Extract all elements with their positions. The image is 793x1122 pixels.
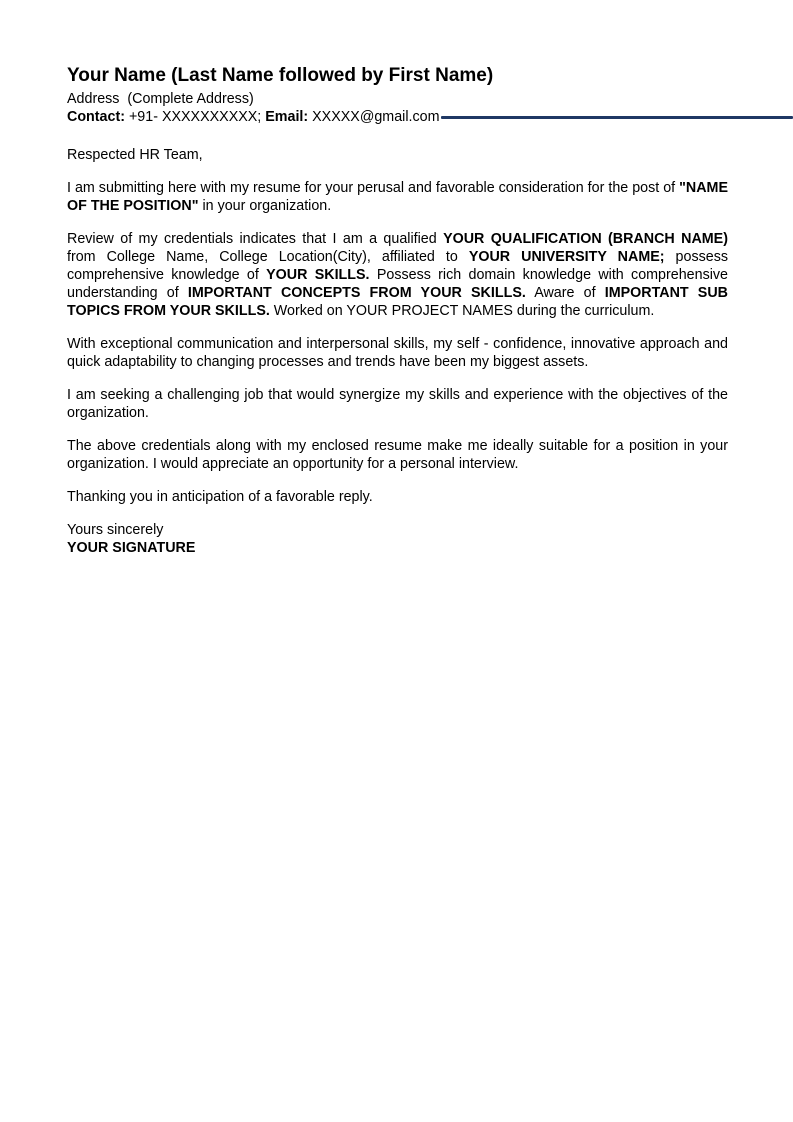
letter-body — [0, 146, 793, 557]
letter-header — [0, 64, 793, 126]
body-paragraph: I am seeking a challenging job that would synergize my skills and experience with the objectives of the organization. — [67, 387, 732, 421]
contact-line: Contact: +91- XXXXXXXXXX; Email: XXXXX@gmail.com — [67, 109, 440, 125]
body-paragraph: The above credentials along with my enclosed resume make me ideally suitable for a position in your organization. I would appreciate an opportunity for a personal interview. — [67, 438, 732, 472]
signature: YOUR SIGNATURE — [67, 540, 196, 556]
salutation: Respected HR Team, — [67, 147, 203, 163]
valediction: Yours sincerely — [67, 522, 164, 538]
name-title: Your Name (Last Name followed by First Name) — [67, 65, 494, 86]
body-paragraph: I am submitting here with my resume for your perusal and favorable consideration for the post of "NAME OF THE POSITION" in your organization. — [67, 180, 732, 214]
body-paragraph: With exceptional communication and interpersonal skills, my self - confidence, innovative approach and quick adaptability to changing processes and trends have been my biggest assets. — [67, 336, 732, 370]
closing-block — [67, 521, 728, 557]
body-paragraph: Review of my credentials indicates that I am a qualified YOUR QUALIFICATION (BRANCH NAME) from College Name, College Location(City), affiliated to YOUR UNIVERSITY NAME; possess comprehensive knowledge of YOUR SKILLS. Possess rich domain knowledge with comprehensive understanding of IMPORTANT CONCEPTS FROM YOUR SKILLS. Aware of IMPORTANT SUB TOPICS FROM YOUR SKILLS. Worked on YOUR PROJECT NAMES during the curriculum. — [67, 231, 732, 319]
contact-row — [67, 108, 793, 126]
address-line: Address (Complete Address) — [67, 91, 254, 107]
body-paragraph: Thanking you in anticipation of a favorable reply. — [67, 489, 373, 505]
header-divider-rule — [441, 116, 793, 119]
